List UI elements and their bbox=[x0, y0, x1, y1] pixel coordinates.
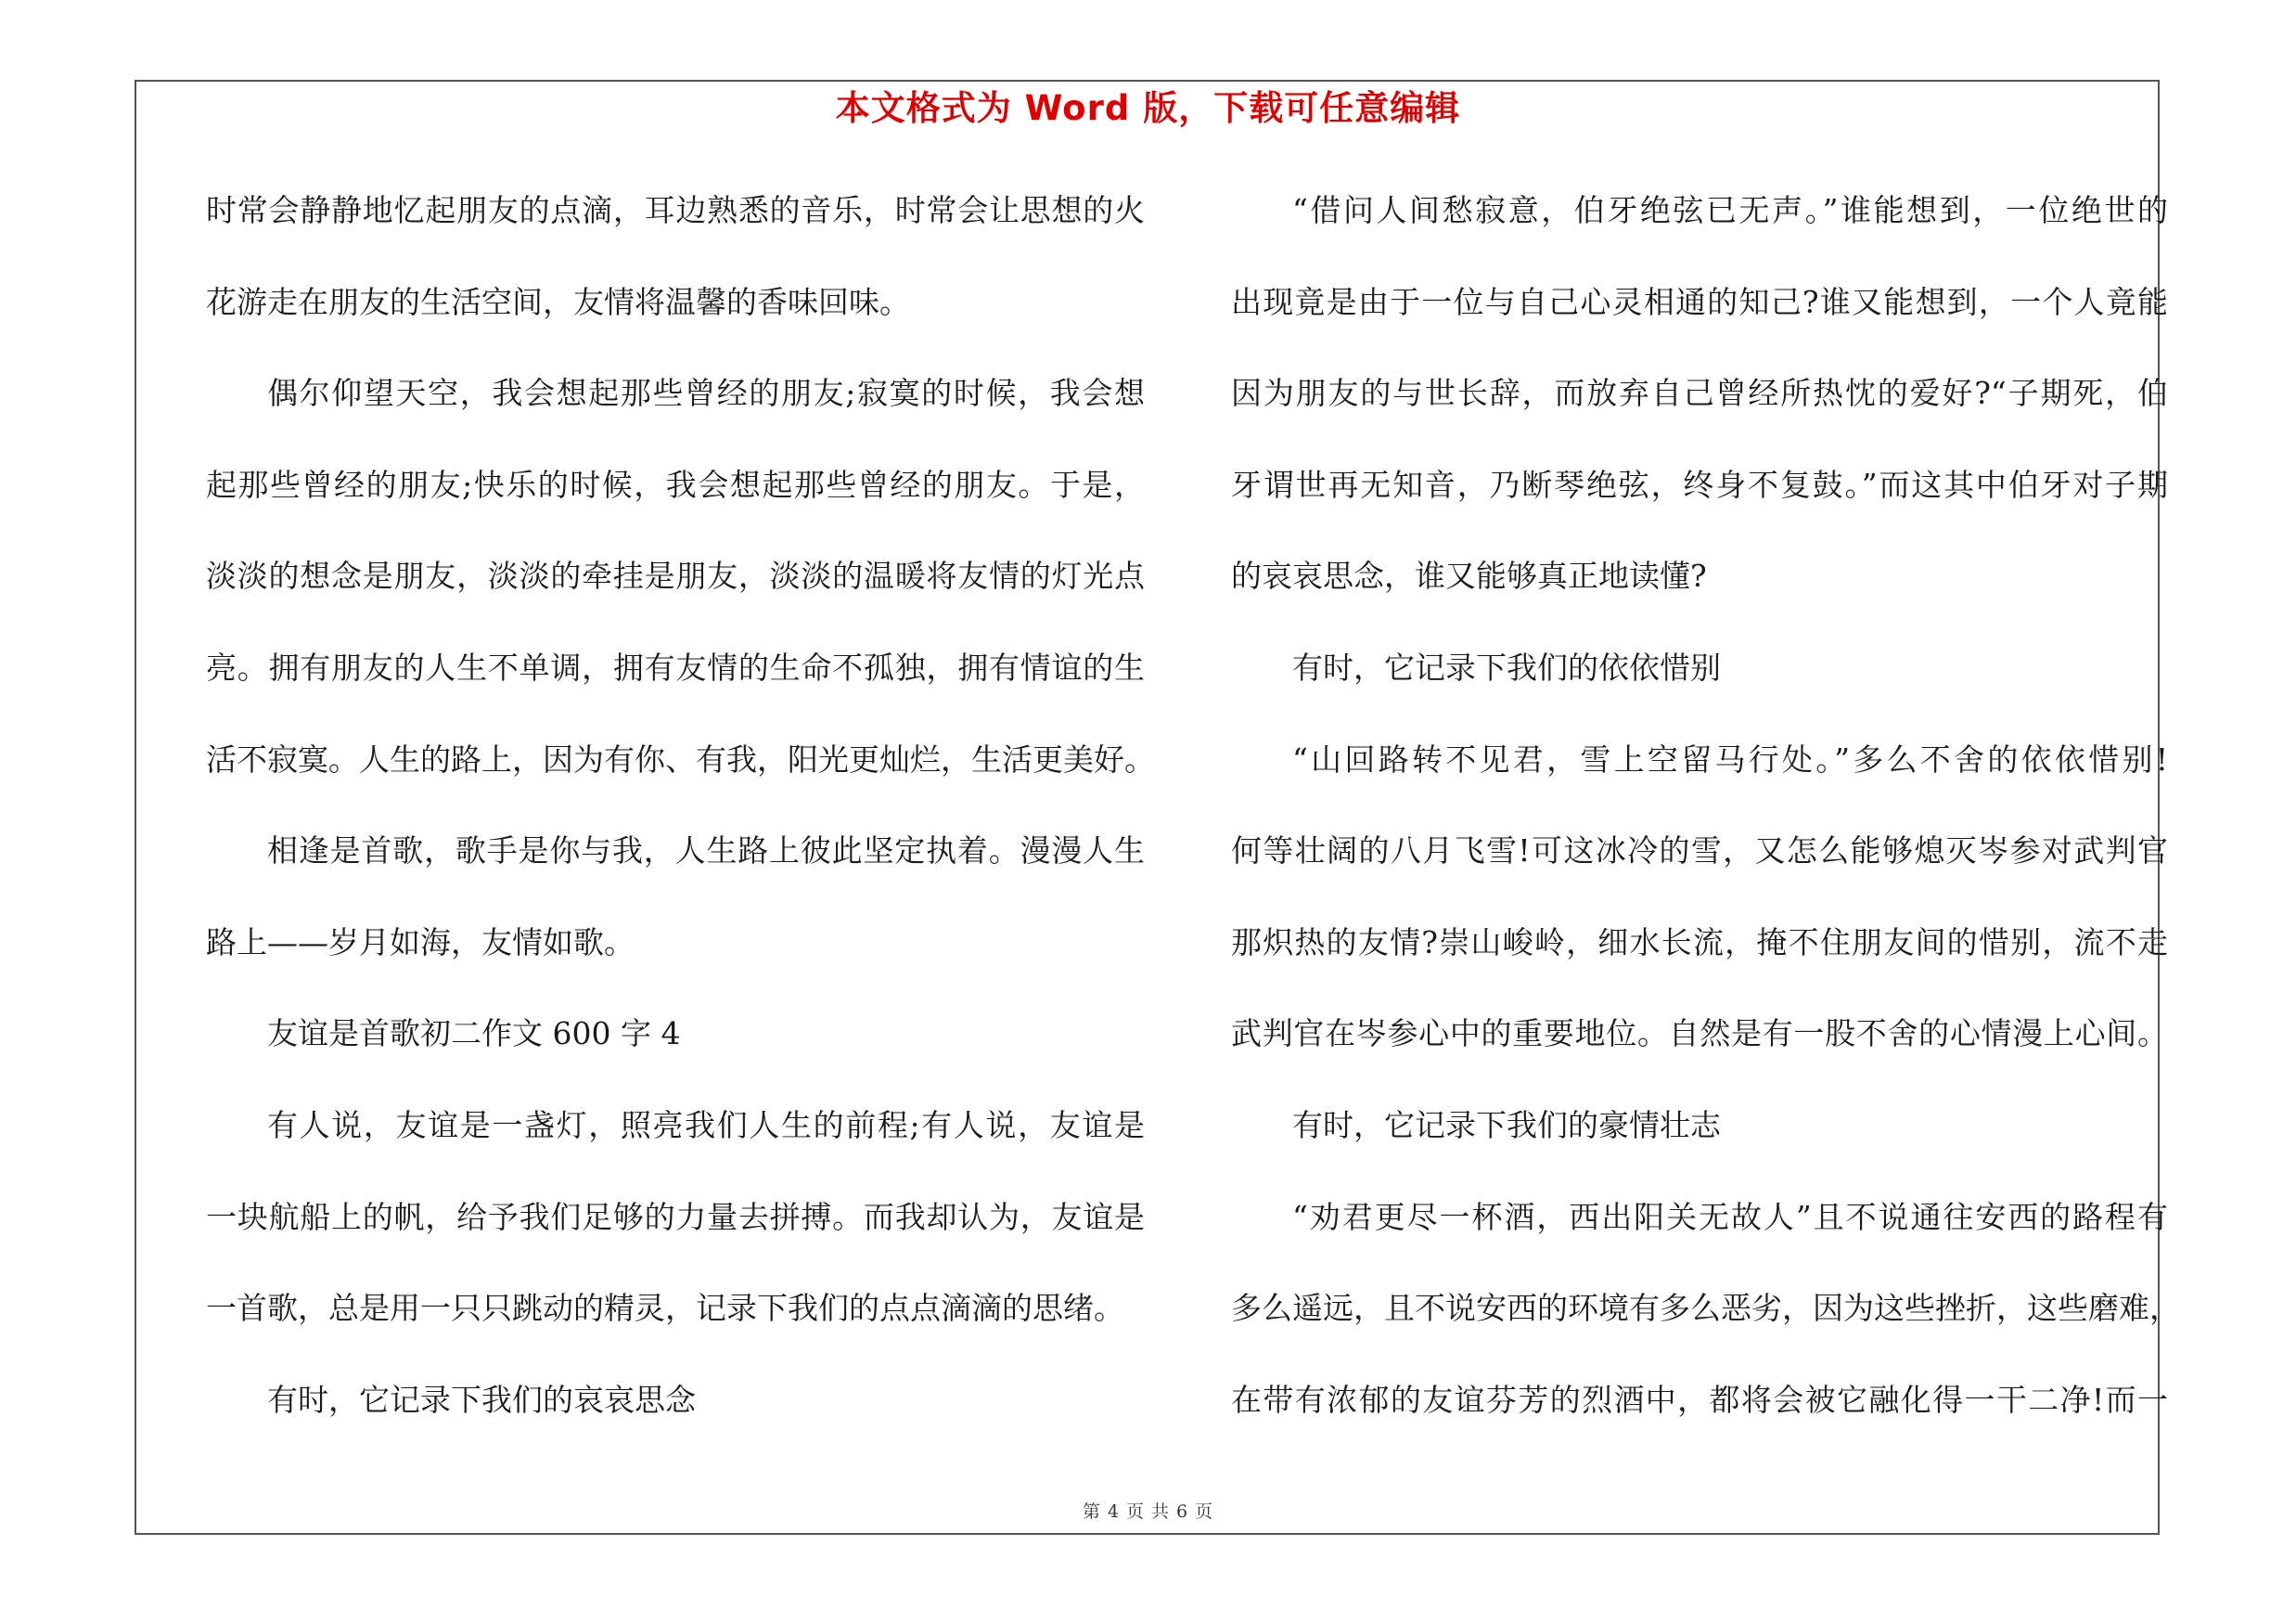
text-line: 起那些曾经的朋友;快乐的时候，我会想起那些曾经的朋友。于是， bbox=[206, 466, 1145, 503]
text-line: 偶尔仰望天空，我会想起那些曾经的朋友;寂寞的时候，我会想 bbox=[267, 375, 1145, 412]
text-line: 时常会静静地忆起朋友的点滴，耳边熟悉的音乐，时常会让思想的火 bbox=[206, 192, 1145, 228]
text-line: 有时，它记录下我们的哀哀思念 bbox=[267, 1381, 696, 1418]
text-line: 有时，它记录下我们的豪情壮志 bbox=[1292, 1106, 1721, 1143]
text-line: 武判官在岑参心中的重要地位。自然是有一股不舍的心情漫上心间。 bbox=[1231, 1015, 2168, 1052]
text-line: “山回路转不见君，雪上空留马行处。”多么不舍的依依惜别! bbox=[1292, 741, 2168, 778]
right-column bbox=[1231, 181, 2180, 1462]
text-line: 淡淡的想念是朋友，淡淡的牵挂是朋友，淡淡的温暖将友情的灯光点 bbox=[206, 558, 1145, 595]
text-line: 花游走在朋友的生活空间，友情将温馨的香味回味。 bbox=[206, 283, 910, 320]
text-line: 那炽热的友情?崇山峻岭，细水长流，掩不住朋友间的惜别，流不走 bbox=[1231, 923, 2168, 960]
text-line: 出现竟是由于一位与自己心灵相通的知己?谁又能想到，一个人竟能 bbox=[1231, 283, 2168, 320]
text-line: “借问人间愁寂意，伯牙绝弦已无声。”谁能想到，一位绝世的 bbox=[1292, 192, 2168, 228]
text-line: 多么遥远，且不说安西的环境有多么恶劣，因为这些挫折，这些磨难， bbox=[1231, 1290, 2180, 1327]
text-line: 有人说，友谊是一盏灯，照亮我们人生的前程;有人说，友谊是 bbox=[267, 1106, 1145, 1143]
text-line: 路上——岁月如海，友情如歌。 bbox=[206, 923, 635, 960]
text-line: 牙谓世再无知音，乃断琴绝弦，终身不复鼓。”而这其中伯牙对子期 bbox=[1231, 466, 2168, 503]
edit-notice-banner: 本文格式为 Word 版，下载可任意编辑 bbox=[835, 88, 1461, 128]
text-line: 何等壮阔的八月飞雪!可这冰冷的雪，又怎么能够熄灭岑参对武判官 bbox=[1231, 832, 2168, 869]
text-line: 因为朋友的与世长辞，而放弃自己曾经所热忱的爱好?“子期死，伯 bbox=[1231, 375, 2168, 412]
text-line: 相逢是首歌，歌手是你与我，人生路上彼此坚定执着。漫漫人生 bbox=[267, 832, 1145, 869]
left-column bbox=[206, 181, 1155, 1462]
text-line: “劝君更尽一杯酒，西出阳关无故人”且不说通往安西的路程有 bbox=[1292, 1198, 2168, 1235]
text-line: 一块航船上的帆，给予我们足够的力量去拼搏。而我却认为，友谊是 bbox=[206, 1198, 1145, 1235]
text-line: 的哀哀思念，谁又能够真正地读懂? bbox=[1231, 558, 1707, 595]
text-line: 友谊是首歌初二作文 600 字 4 bbox=[267, 1015, 681, 1052]
text-line: 在带有浓郁的友谊芬芳的烈酒中，都将会被它融化得一干二净!而一 bbox=[1231, 1381, 2168, 1418]
text-line: 有时，它记录下我们的依依惜别 bbox=[1292, 649, 1721, 686]
text-line: 活不寂寞。人生的路上，因为有你、有我，阳光更灿烂，生活更美好。 bbox=[206, 741, 1155, 778]
page-footer: 第 4 页 共 6 页 bbox=[1082, 1501, 1214, 1522]
text-line: 亮。拥有朋友的人生不单调，拥有友情的生命不孤独，拥有情谊的生 bbox=[206, 649, 1145, 686]
text-line: 一首歌，总是用一只只跳动的精灵，记录下我们的点点滴滴的思绪。 bbox=[206, 1290, 1124, 1327]
